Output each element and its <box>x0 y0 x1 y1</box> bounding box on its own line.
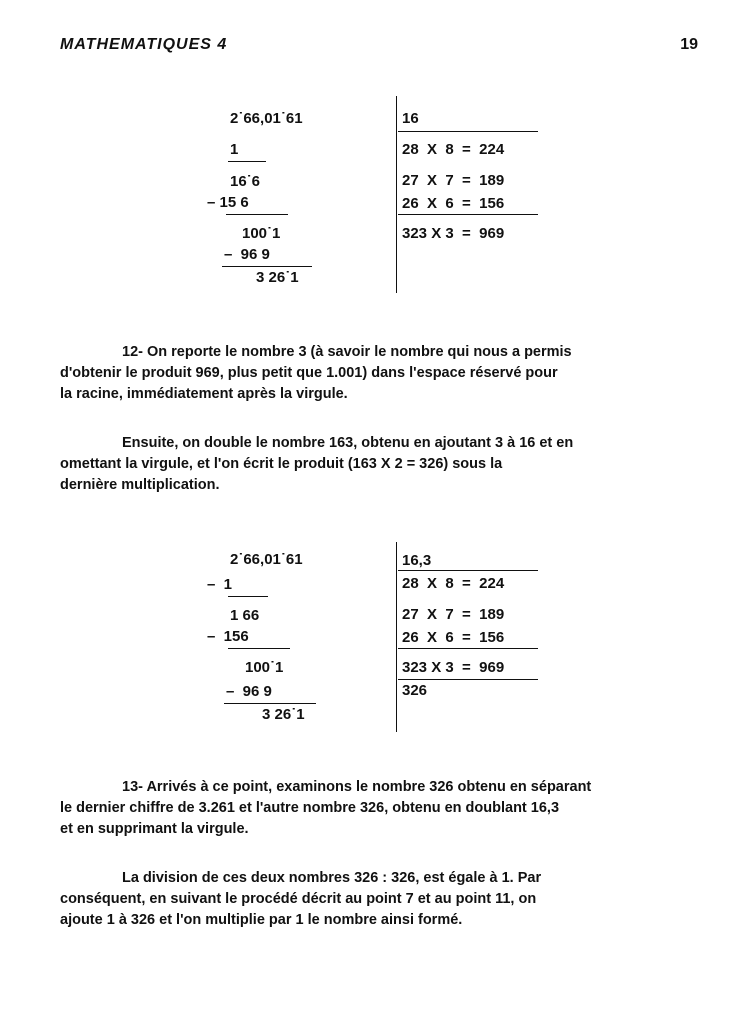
paragraph-line: dernière multiplication. <box>60 477 220 493</box>
calc-root-value: 16 <box>402 110 419 127</box>
calc-left-line: 1 <box>230 141 239 158</box>
calc-rule <box>228 648 290 649</box>
page-number: 19 <box>680 36 698 53</box>
calc-right-line: 323 X 3 = 969 <box>402 659 505 676</box>
calc-left-line: 16˙6 <box>230 173 261 190</box>
calc-rule <box>228 596 268 597</box>
calc-root-value: 16,3 <box>402 552 432 569</box>
paragraph-line: Ensuite, on double le nombre 163, obtenu en ajoutant 3 à 16 et en <box>122 435 574 451</box>
paragraph-line: et en supprimant la virgule. <box>60 821 249 837</box>
calc-left-line: 100˙1 <box>242 225 281 242</box>
paragraph-line: 13- Arrivés à ce point, examinons le nombre 326 obtenu en séparant <box>122 779 592 795</box>
running-header-title: MATHEMATIQUES 4 <box>60 36 228 53</box>
calc-rule <box>398 648 538 649</box>
calc-left-line: 3 26˙1 <box>262 706 305 723</box>
paragraph-13-continued <box>60 868 700 931</box>
calc-right-line: 326 <box>402 682 428 699</box>
calc-left-line: – 15 6 <box>207 194 249 211</box>
paragraph-line: 12- On reporte le nombre 3 (à savoir le nombre qui nous a permis <box>122 344 572 360</box>
paragraph-line: ajoute 1 à 326 et l'on multiplie par 1 le nombre ainsi formé. <box>60 912 463 928</box>
calc-rule <box>398 679 538 680</box>
calc-left-line: – 96 9 <box>224 246 270 263</box>
paragraph-line: la racine, immédiatement après la virgule. <box>60 386 348 402</box>
calc-right-line: 27 X 7 = 189 <box>402 606 505 623</box>
calc-rule <box>224 703 316 704</box>
calc-right-line: 26 X 6 = 156 <box>402 195 505 212</box>
paragraph-line: le dernier chiffre de 3.261 et l'autre nombre 326, obtenu en doublant 16,3 <box>60 800 560 816</box>
calc-rule <box>398 570 538 571</box>
calc-left-line: 100˙1 <box>245 659 284 676</box>
paragraph-line: La division de ces deux nombres 326 : 326, est égale à 1. Par <box>122 870 542 886</box>
paragraph-line: conséquent, en suivant le procédé décrit au point 7 et au point 11, on <box>60 891 537 907</box>
calc-right-line: 26 X 6 = 156 <box>402 629 505 646</box>
calc-left-line: – 1 <box>207 576 233 593</box>
paragraph-line: omettant la virgule, et l'on écrit le produit (163 X 2 = 326) sous la <box>60 456 503 472</box>
calc-left-line: 2˙66,01˙61 <box>230 551 303 568</box>
calc-left-line: 3 26˙1 <box>256 269 299 286</box>
calc-left-line: – 156 <box>207 628 249 645</box>
calc-vertical-bar <box>396 542 397 732</box>
calc-right-line: 28 X 8 = 224 <box>402 575 505 592</box>
calc-right-line: 27 X 7 = 189 <box>402 172 505 189</box>
calc-left-line: 1 66 <box>230 607 260 624</box>
calc-right-line: 28 X 8 = 224 <box>402 141 505 158</box>
calc-left-line: 2˙66,01˙61 <box>230 110 303 127</box>
calc-right-line: 323 X 3 = 969 <box>402 225 505 242</box>
paragraph-13 <box>60 777 700 840</box>
paragraph-line: d'obtenir le produit 969, plus petit que 1.001) dans l'espace réservé pour <box>60 365 558 381</box>
calc-left-line: – 96 9 <box>226 683 272 700</box>
